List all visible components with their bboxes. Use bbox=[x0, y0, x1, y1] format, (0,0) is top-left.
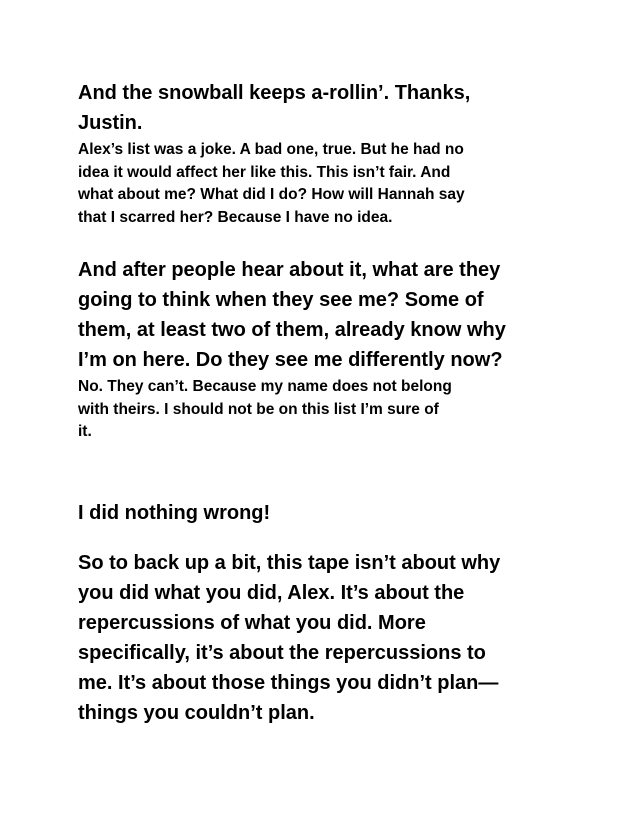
paragraph-line: going to think when they see me? Some of bbox=[78, 289, 484, 311]
paragraph-line: that I scarred her? Because I have no idea. bbox=[78, 208, 393, 226]
paragraph-line: And after people hear about it, what are they bbox=[78, 259, 501, 281]
paragraph-line: you did what you did, Alex. It’s about the bbox=[78, 582, 465, 604]
paragraph-line: idea it would affect her like this. This isn’t fair. And bbox=[78, 163, 451, 181]
paragraph-line: Justin. bbox=[78, 112, 143, 134]
paragraph-line: I did nothing wrong! bbox=[78, 502, 271, 524]
paragraph-line: things you couldn’t plan. bbox=[78, 702, 315, 724]
paragraph-2 bbox=[78, 139, 548, 229]
paragraph-6 bbox=[78, 548, 548, 728]
paragraph-3 bbox=[78, 255, 548, 375]
paragraph-line: And the snowball keeps a-rollin’. Thanks, bbox=[78, 82, 471, 104]
paragraph-line: So to back up a bit, this tape isn’t about why bbox=[78, 552, 501, 574]
paragraph-line: Alex’s list was a joke. A bad one, true. But he had no bbox=[78, 141, 464, 158]
paragraph-line: them, at least two of them, already know why bbox=[78, 319, 506, 341]
paragraph-4 bbox=[78, 376, 548, 444]
paragraph-line: I’m on here. Do they see me differently now? bbox=[78, 349, 503, 371]
paragraph-line: what about me? What did I do? How will Hannah say bbox=[78, 186, 465, 203]
paragraph-line: me. It’s about those things you didn’t plan— bbox=[78, 672, 499, 694]
paragraph-line: repercussions of what you did. More bbox=[78, 612, 426, 634]
paragraph-5 bbox=[78, 498, 548, 528]
paragraph-line: No. They can’t. Because my name does not belong bbox=[78, 378, 452, 395]
paragraph-1 bbox=[78, 78, 548, 138]
paragraph-line: specifically, it’s about the repercussions to bbox=[78, 642, 486, 664]
paragraph-line: with theirs. I should not be on this list I’m sure of bbox=[78, 400, 439, 418]
paragraph-line: it. bbox=[78, 423, 92, 440]
